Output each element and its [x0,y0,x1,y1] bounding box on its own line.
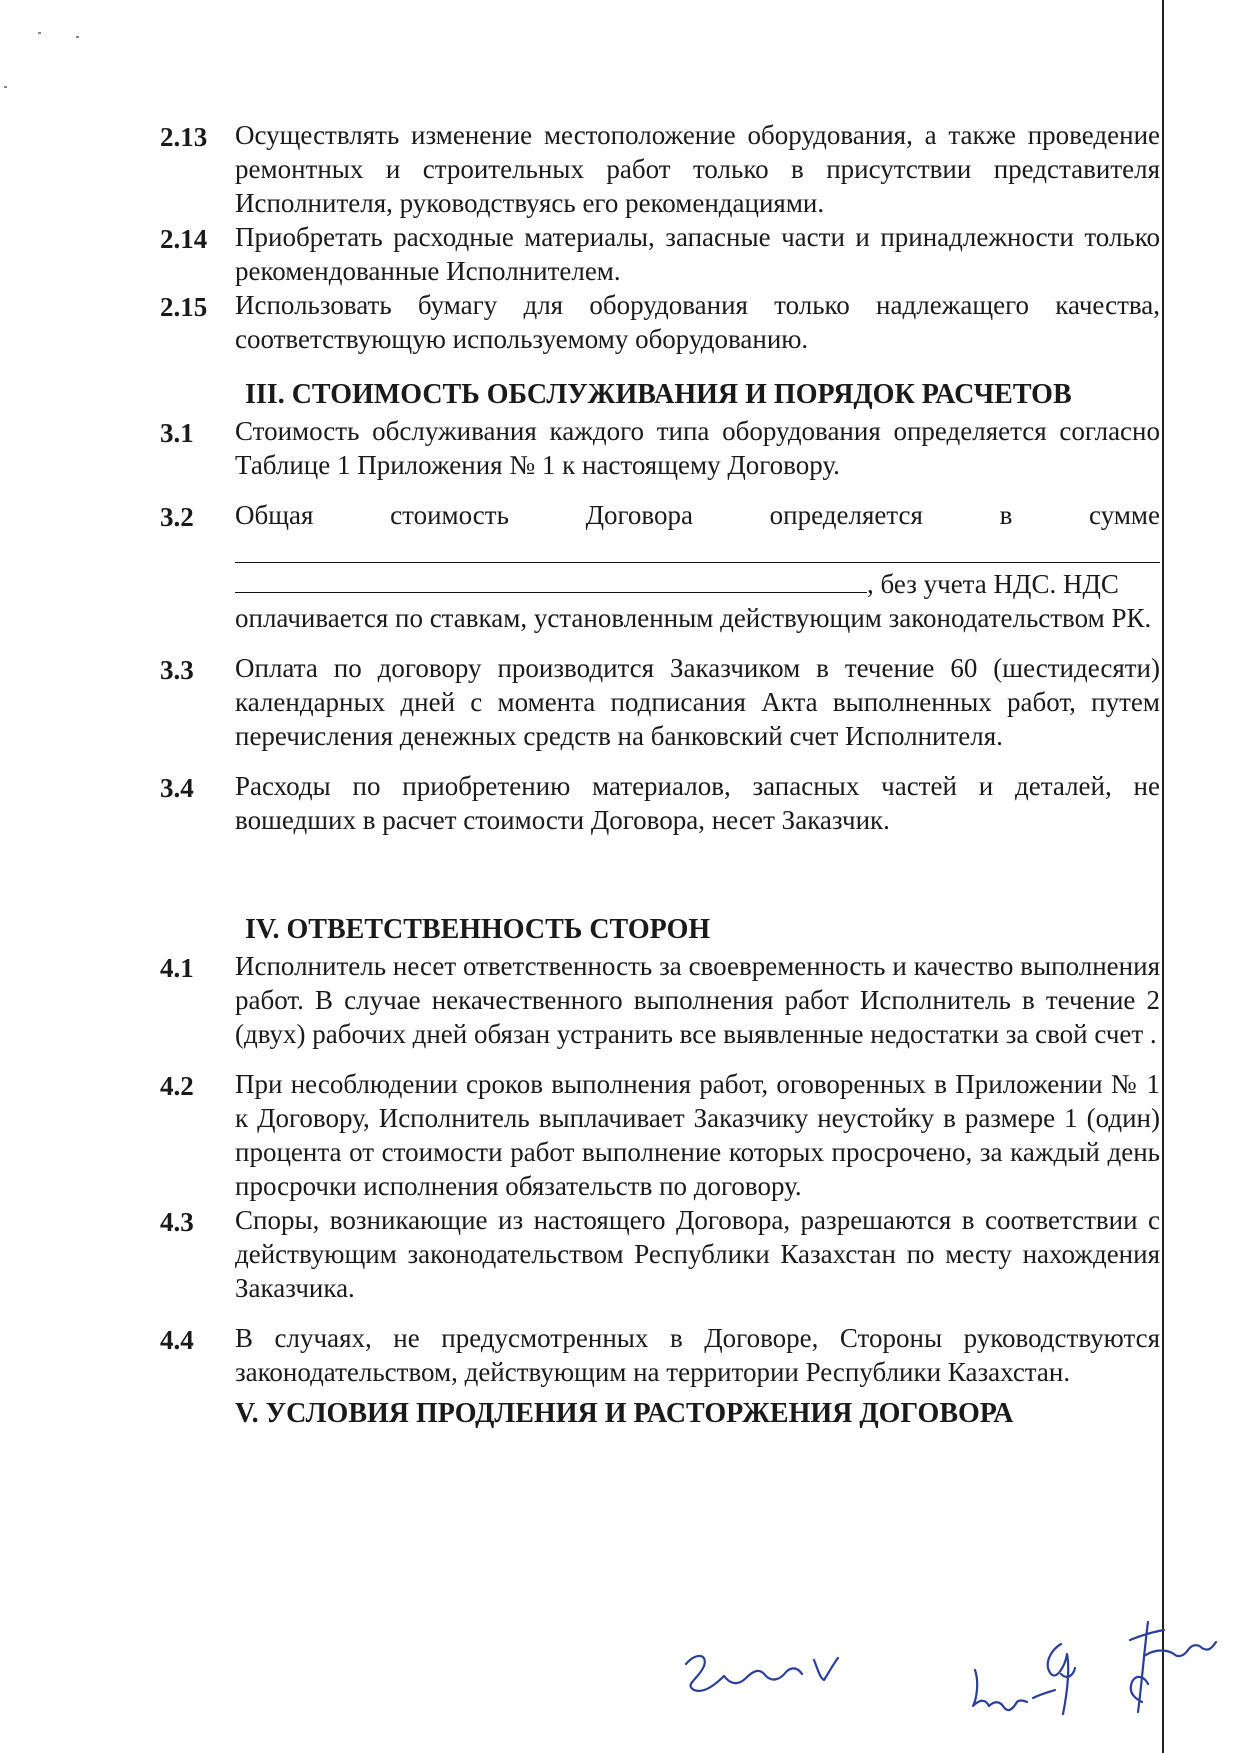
scan-speck [4,86,7,88]
scan-speck [76,36,79,38]
clause-2-13 [160,118,1160,220]
initials-right-signature [1130,1622,1216,1712]
clause-3-2-line-4: оплачивается по ставкам, установленным действующим законодательством РК. [235,603,1152,633]
clause-number: 3.2 [160,502,194,532]
section-5-heading: V. УСЛОВИЯ ПРОДЛЕНИЯ И РАСТОРЖЕНИЯ ДОГОВОРА [235,1398,1014,1429]
clause-4-4 [160,1321,1160,1389]
clause-number: 2.13 [160,122,208,152]
clause-2-15 [160,288,1160,356]
scan-speck [38,32,41,34]
clause-text: Исполнитель несет ответственность за своевременность и качество выполнения работ. В случае некачественного выполнения работ Исполнитель в течение 2 (двух) рабочих дней обязан устранить все выявленные недостатки за свой счет . [235,951,1160,1049]
clause-number: 2.15 [160,292,208,322]
initials-middle-signature [973,1644,1075,1714]
clause-text: Споры, возникающие из настоящего Договора, разрешаются в соответствии с действующим законодательством Республики Казахстан по месту нахождения Заказчика. [235,1205,1160,1303]
clause-text: Оплата по договору производится Заказчиком в течение 60 (шестидесяти) календарных дней с момента подписания Акта выполненных работ, путем перечисления денежных средств на банковский счет Исполнителя. [235,653,1160,751]
clause-3-4 [160,769,1160,837]
clause-4-3 [160,1203,1160,1305]
document-body [160,118,1160,1431]
clause-number: 4.2 [160,1071,194,1101]
clause-text: Расходы по приобретению материалов, запасных частей и деталей, не вошедших в расчет стоимости Договора, несет Заказчик. [235,771,1160,835]
clause-text: Осуществлять изменение местоположение оборудования, а также проведение ремонтных и строительных работ только в присутствии представителя Исполнителя, руководствуясь его рекомендациями. [235,120,1160,218]
clause-number: 3.4 [160,773,194,803]
clause-4-2 [160,1067,1160,1203]
clause-3-2-line-1: Общая стоимость Договора определяется в сумме [235,500,1160,530]
section-4-heading: IV. ОТВЕТСТВЕННОСТЬ СТОРОН [245,914,711,945]
clause-text: Стоимость обслуживания каждого типа оборудования определяется согласно Таблице 1 Приложения № 1 к настоящему Договору. [235,416,1160,480]
clause-2-14 [160,220,1160,288]
initials-left-signature [686,1656,838,1691]
clause-3-2 [160,498,1160,635]
clause-text [235,498,1160,635]
section-3-heading: III. СТОИМОСТЬ ОБСЛУЖИВАНИЯ И ПОРЯДОК РАСЧЕТОВ [245,379,1072,410]
clause-number: 3.3 [160,655,194,685]
amount-blank-line[interactable] [235,532,1160,563]
clause-text: В случаях, не предусмотренных в Договоре, Стороны руководствуются законодательством, действующим на территории Республики Казахстан. [235,1323,1160,1387]
vat-text: , без учета НДС. НДС [867,569,1119,599]
clause-number: 4.1 [160,953,194,983]
clause-number: 4.3 [160,1207,194,1237]
clause-text: Приобретать расходные материалы, запасные части и принадлежности только рекомендованные Исполнителем. [235,222,1160,286]
clause-4-1 [160,949,1160,1051]
clause-number: 4.4 [160,1325,194,1355]
clause-text: При несоблюдении сроков выполнения работ, оговоренных в Приложении № 1 к Договору, Исполнитель выплачивает Заказчику неустойку в размере 1 (один) процента от стоимости работ выполнение которых просрочено, за каждый день просрочки исполнения обязательств по договору. [235,1069,1160,1201]
clause-3-1 [160,414,1160,482]
clause-number: 3.1 [160,418,194,448]
clause-number: 2.14 [160,224,208,254]
clause-3-2-line-3 [235,567,1160,601]
clause-3-3 [160,651,1160,753]
amount-blank-line-short[interactable] [235,568,867,593]
page-edge-line [1162,0,1164,1753]
clause-text: Использовать бумагу для оборудования только надлежащего качества, соответствующую используемому оборудованию. [235,290,1160,354]
